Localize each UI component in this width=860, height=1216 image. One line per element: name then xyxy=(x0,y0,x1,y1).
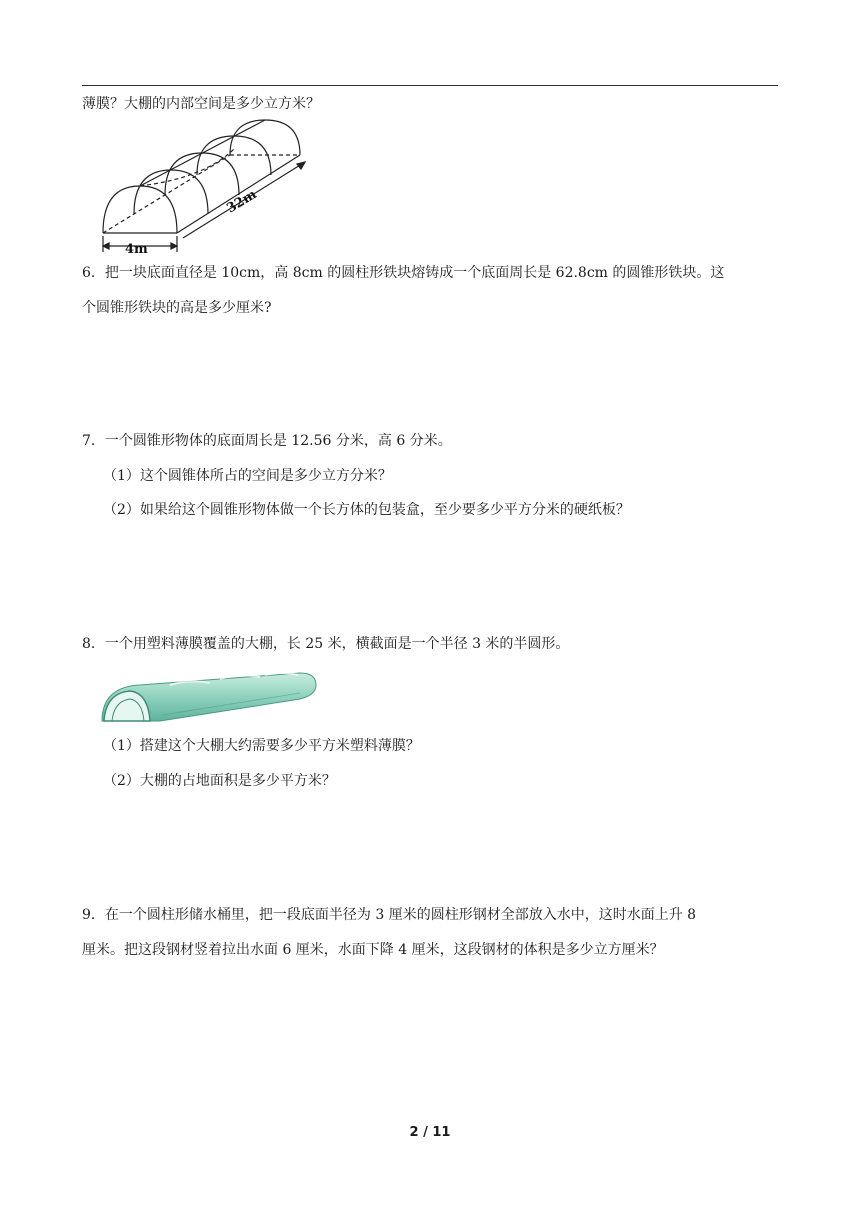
q7-sub1: （1）这个圆锥体所占的空间是多少立方分米？ xyxy=(103,468,392,484)
q6-line2: 个圆锥形铁块的高是多少厘米? xyxy=(82,300,272,316)
plastic-greenhouse-photo xyxy=(100,663,318,723)
q9-line1: 9．在一个圆柱形储水桶里，把一段底面半径为 3 厘米的圆柱形钢材全部放入水中，这时水面上升 8 xyxy=(82,907,697,923)
q5-continuation: 薄膜？大棚的内部空间是多少立方米？ xyxy=(82,96,320,112)
q7-stem: 7．一个圆锥形物体的底面周长是 12.56 分米，高 6 分米。 xyxy=(82,433,452,449)
q8-sub1: （1）搭建这个大棚大约需要多少平方米塑料薄膜？ xyxy=(103,738,420,754)
length-label: 32m xyxy=(224,187,260,217)
q7-sub2: （2）如果给这个圆锥形物体做一个长方体的包装盒，至少要多少平方分米的硬纸板？ xyxy=(103,502,630,518)
width-label: 4m xyxy=(125,242,148,257)
header-rule xyxy=(82,85,778,86)
greenhouse-diagram xyxy=(95,118,320,258)
q8-stem: 8．一个用塑料薄膜覆盖的大棚，长 25 米，横截面是一个半径 3 米的半圆形。 xyxy=(82,636,570,652)
q8-sub2: （2）大棚的占地面积是多少平方米？ xyxy=(103,773,336,789)
q9-line2: 厘米。把这段钢材竖着拉出水面 6 厘米，水面下降 4 厘米，这段钢材的体积是多少立方厘米？ xyxy=(82,942,664,958)
page-number: 2 / 11 xyxy=(409,1125,451,1140)
q6-line1: 6．把一块底面直径是 10cm，高 8cm 的圆柱形铁块熔铸成一个底面周长是 62.8cm 的圆锥形铁块。这 xyxy=(82,265,725,281)
